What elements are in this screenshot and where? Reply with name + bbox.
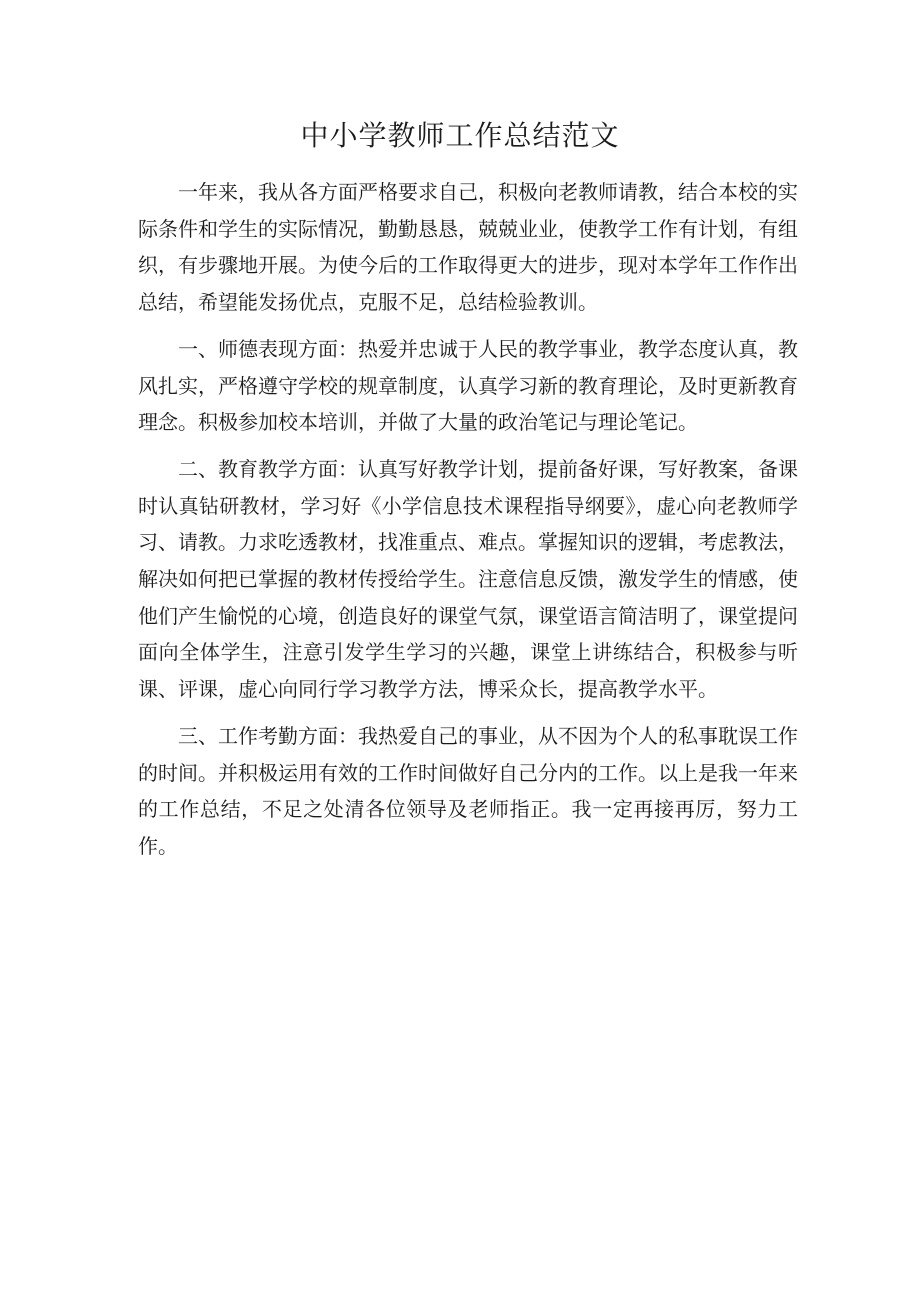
paragraph-ethics: 一、师德表现方面：热爱并忠诚于人民的教学事业，教学态度认真，教风扎实，严格遵守学校的规章制度，认真学习新的教育理论，及时更新教育理念。积极参加校本培训，并做了大量的政治笔记与理论笔记。 [138,336,798,435]
document-body [138,174,798,875]
paragraph-attendance: 三、工作考勤方面：我热爱自己的事业，从不因为个人的私事耽误工作的时间。并积极运用有效的工作时间做好自己分内的工作。以上是我一年来的工作总结，不足之处清各位领导及老师指正。我一定再接再厉，努力工作。 [138,723,798,858]
paragraph-teaching: 二、教育教学方面：认真写好教学计划，提前备好课，写好教案，备课时认真钻研教材，学习好《小学信息技术课程指导纲要》，虚心向老教师学习、请教。力求吃透教材，找准重点、难点。掌握知识的逻辑，考虑教法，解决如何把已掌握的教材传授给学生。注意信息反馈，激发学生的情感，使他们产生愉悦的心境，创造良好的课堂气氛，课堂语言简洁明了，课堂提问面向全体学生，注意引发学生学习的兴趣，课堂上讲练结合，积极参与听课、评课，虚心向同行学习教学方法，博采众长，提高教学水平。 [138,456,798,702]
paragraph-intro: 一年来，我从各方面严格要求自己，积极向老教师请教，结合本校的实际条件和学生的实际情况，勤勤恳恳，兢兢业业，使教学工作有计划，有组织，有步骤地开展。为使今后的工作取得更大的进步，现对本学年工作作出总结，希望能发扬优点，克服不足，总结检验教训。 [138,180,798,315]
document-title: 中小学教师工作总结范文 [300,119,620,152]
